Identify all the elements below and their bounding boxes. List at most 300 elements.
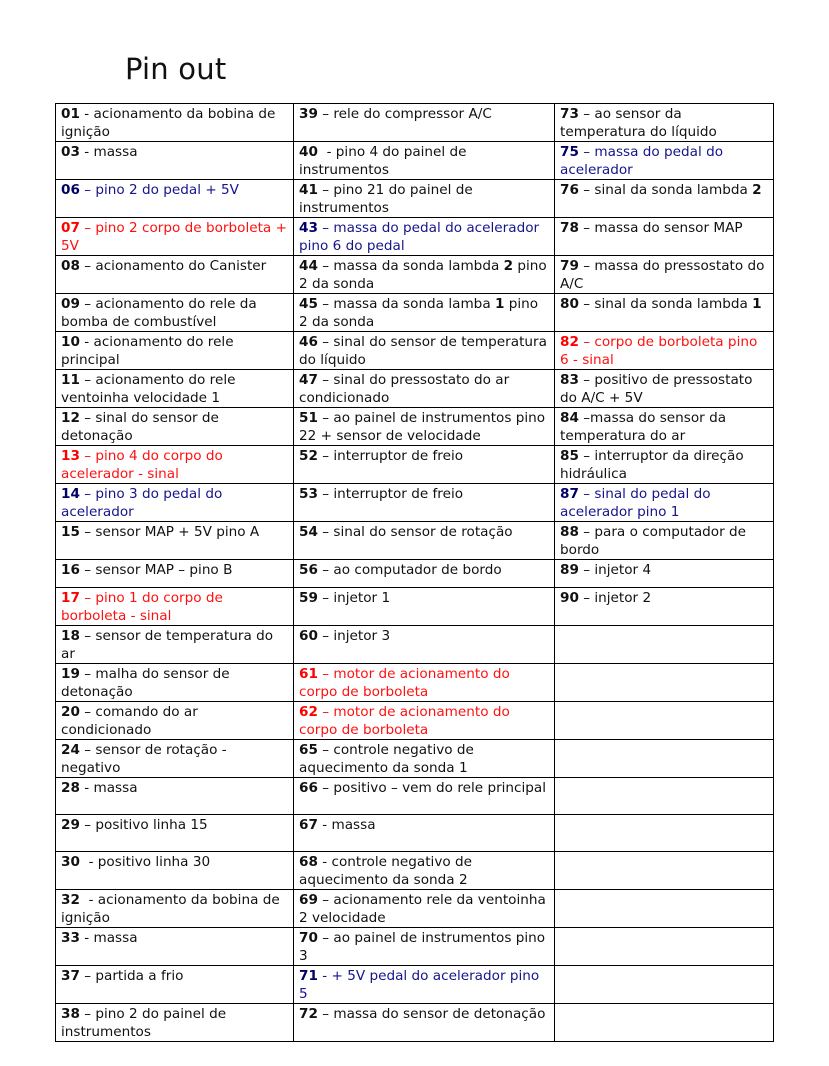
pin-separator: – [317,524,334,540]
pin-number: 67 [299,817,318,833]
table-row [56,484,774,522]
table-row [56,104,774,142]
pin-cell [555,332,774,370]
pin-separator: - [79,892,98,908]
pin-number: 52 [299,448,318,464]
pin-cell [56,370,294,408]
pin-number: 09 [61,296,80,312]
pin-cell [294,408,555,446]
pin-number: 89 [560,562,579,578]
table-row [56,522,774,560]
table-row [56,966,774,1004]
pin-number: 47 [299,372,318,388]
pin-description: pino 2 do pedal + 5V [95,182,239,198]
pin-cell [56,1004,294,1042]
pin-separator: – [317,182,334,198]
pin-cell [555,522,774,560]
pin-separator: – [317,448,334,464]
table-row [56,218,774,256]
pin-description: sensor de temperatura do ar [61,628,274,662]
pin-separator: – [317,106,334,122]
pin-separator: – [578,144,595,160]
pin-number: 60 [299,628,318,644]
pin-separator: – [317,372,334,388]
pin-description: partida a frio [95,968,184,984]
table-row [56,560,774,588]
pin-number: 90 [560,590,579,606]
pin-separator: – [79,704,96,720]
pin-cell [294,815,555,852]
pin-description: comando do ar condicionado [61,704,198,738]
pin-separator: – [317,704,334,720]
pin-cell [56,778,294,815]
pin-description: controle negativo de aquecimento da sonda 1 [299,742,474,776]
pin-cell [555,104,774,142]
empty-cell [555,702,774,740]
table-row [56,815,774,852]
pin-description: controle negativo de aquecimento da sonda 2 [299,854,473,888]
pin-description: ao painel de instrumentos pino 22 + sensor de velocidade [299,410,546,444]
pin-number: 78 [560,220,579,236]
pin-cell [555,588,774,626]
pin-cell [294,522,555,560]
pin-cell [56,180,294,218]
pin-number: 15 [61,524,80,540]
pin-description: pino 4 do painel de instrumentos [299,144,467,178]
pin-description: massa do sensor da temperatura do ar [560,410,727,444]
pin-description: injetor 3 [333,628,391,644]
pin-number: 85 [560,448,579,464]
pin-separator: – [79,742,96,758]
pin-number: 20 [61,704,80,720]
pin-cell [294,560,555,588]
pin-description: sensor de rotação - negativo [61,742,227,776]
pin-separator: – [79,666,96,682]
pin-number: 51 [299,410,318,426]
pin-cell [294,852,555,890]
pin-cell [294,1004,555,1042]
pin-number: 62 [299,704,318,720]
pin-cell [56,332,294,370]
pin-separator: – [578,182,595,198]
pin-number: 65 [299,742,318,758]
empty-cell [555,1004,774,1042]
pin-number: 19 [61,666,80,682]
table-row [56,626,774,664]
pin-description: sinal do sensor de rotação [333,524,513,540]
pin-number: 45 [299,296,318,312]
pin-description: motor de acionamento do corpo de borboleta [299,666,510,700]
pin-cell [56,928,294,966]
empty-cell [555,664,774,702]
pin-separator: – [578,334,595,350]
empty-cell [555,890,774,928]
pin-description: massa do pedal do acelerador [560,144,724,178]
pin-cell [555,370,774,408]
table-row [56,446,774,484]
pin-cell [555,218,774,256]
pin-cell [555,294,774,332]
pin-number: 29 [61,817,80,833]
pin-number: 53 [299,486,318,502]
pin-number: 76 [560,182,579,198]
empty-cell [555,852,774,890]
pin-description: positivo de pressostato do A/C + 5V [560,372,753,406]
pin-number: 38 [61,1006,80,1022]
empty-cell [555,740,774,778]
table-row [56,588,774,626]
pin-separator: - [79,334,94,350]
pin-cell [294,740,555,778]
pin-number: 56 [299,562,318,578]
pin-number: 80 [560,296,579,312]
pin-number: 39 [299,106,318,122]
pin-description: positivo – vem do rele principal [333,780,547,796]
pin-cell [294,142,555,180]
pin-description: acionamento do rele da bomba de combustível [61,296,257,330]
pin-description: massa do sensor MAP [594,220,743,236]
pin-cell [555,180,774,218]
pin-number: 72 [299,1006,318,1022]
pin-description: sensor MAP + 5V pino A [95,524,260,540]
pin-separator: – [317,590,334,606]
pin-description: acionamento da bobina de ignição [61,106,276,140]
pin-separator: – [578,258,595,274]
pin-separator: – [79,628,96,644]
pin-separator: – [578,524,595,540]
table-row [56,664,774,702]
pin-number: 61 [299,666,318,682]
pin-cell [56,484,294,522]
pin-cell [294,104,555,142]
pin-cell [294,294,555,332]
pin-description-bold: 1 [494,296,505,312]
pin-description: massa do sensor de detonação [333,1006,546,1022]
pin-cell [294,218,555,256]
pin-separator: – [317,930,334,946]
pin-description: pino 2 corpo de borboleta + 5V [61,220,287,254]
pin-separator: - [79,144,94,160]
pin-description: pino 1 do corpo de borboleta - sinal [61,590,223,624]
pin-description-bold: 1 [752,296,762,312]
pin-cell [555,142,774,180]
pin-separator: – [578,486,595,502]
pin-separator: – [317,486,334,502]
pin-separator: – [317,892,334,908]
pin-cell [555,446,774,484]
pin-separator: – [79,1006,96,1022]
table-row [56,370,774,408]
pin-number: 11 [61,372,80,388]
pin-description: para o computador de bordo [560,524,746,558]
pin-cell [294,370,555,408]
pin-cell [555,256,774,294]
pin-cell [56,702,294,740]
table-row [56,142,774,180]
pin-description: pino 4 do corpo do acelerador - sinal [61,448,223,482]
pin-number: 44 [299,258,318,274]
empty-cell [555,626,774,664]
pin-cell [56,740,294,778]
pin-separator: – [578,410,591,426]
pin-cell [56,218,294,256]
pin-separator: – [317,410,334,426]
pin-separator: – [317,780,334,796]
pin-separator: – [79,448,96,464]
pin-cell [56,966,294,1004]
pin-separator: – [317,666,334,682]
pin-separator: – [578,220,595,236]
pin-description: rele do compressor A/C [333,106,492,122]
pin-cell [294,446,555,484]
pin-number: 40 [299,144,318,160]
pin-description: sinal do sensor de detonação [61,410,219,444]
pin-separator: – [79,258,96,274]
pin-separator: – [79,590,96,606]
pin-number: 82 [560,334,579,350]
pin-separator: – [578,448,595,464]
pin-separator: – [578,562,595,578]
pin-number: 28 [61,780,80,796]
pin-number: 66 [299,780,318,796]
pin-separator: - [79,780,94,796]
table-row [56,180,774,218]
pin-number: 03 [61,144,80,160]
pin-description: massa [93,930,138,946]
pin-cell [56,588,294,626]
empty-cell [555,966,774,1004]
pin-separator: - [79,930,94,946]
pin-separator: – [317,258,334,274]
pin-description-bold: 2 [503,258,514,274]
pin-cell [294,484,555,522]
pin-number: 07 [61,220,80,236]
pin-number: 32 [61,892,80,908]
table-row [56,890,774,928]
pin-cell [294,890,555,928]
pin-description: sinal da sonda lambda [594,182,753,198]
pin-description: massa [93,780,138,796]
pin-number: 14 [61,486,80,502]
pin-cell [56,408,294,446]
pin-number: 75 [560,144,579,160]
pin-number: 68 [299,854,318,870]
pin-number: 46 [299,334,318,350]
table-row [56,778,774,815]
pin-cell [56,522,294,560]
pin-number: 87 [560,486,579,502]
empty-cell [555,778,774,815]
pin-separator: – [79,968,96,984]
empty-cell [555,928,774,966]
pin-number: 79 [560,258,579,274]
pin-description: malha do sensor de detonação [61,666,230,700]
pin-number: 41 [299,182,318,198]
pinout-table-body [56,104,774,1042]
page-title: Pin out [125,52,227,86]
table-row [56,852,774,890]
pin-separator: – [317,562,334,578]
pin-description: acionamento do Canister [95,258,267,274]
pin-number: 01 [61,106,80,122]
pin-cell [56,560,294,588]
table-row [56,294,774,332]
pin-description: positivo linha 30 [97,854,211,870]
pin-separator: – [317,1006,334,1022]
pin-number: 08 [61,258,80,274]
pin-cell [56,294,294,332]
table-row [56,702,774,740]
pin-separator: – [317,628,334,644]
table-row [56,332,774,370]
pin-number: 17 [61,590,80,606]
pin-description: + 5V pedal do acelerador pino 5 [299,968,540,1002]
pin-description: sinal da sonda lambda [594,296,753,312]
pin-description: acionamento do rele principal [61,334,234,368]
pin-description: massa do pressostato do A/C [560,258,765,292]
pin-separator: – [578,590,595,606]
pin-cell [294,588,555,626]
pin-number: 06 [61,182,80,198]
pin-number: 73 [560,106,579,122]
pin-number: 33 [61,930,80,946]
empty-cell [555,815,774,852]
pin-separator: – [79,410,96,426]
pin-description: positivo linha 15 [95,817,208,833]
pin-separator: – [79,524,96,540]
pin-number: 37 [61,968,80,984]
pin-description: sinal do sensor de temperatura do líquido [299,334,547,368]
pin-cell [56,890,294,928]
pin-number: 88 [560,524,579,540]
pin-cell [294,256,555,294]
pin-description: injetor 4 [594,562,652,578]
pin-separator: – [317,220,334,236]
pin-separator: – [79,220,96,236]
pin-separator: – [79,182,96,198]
pin-description: acionamento rele da ventoinha 2 velocidade [299,892,546,926]
pin-description: interruptor da direção hidráulica [560,448,744,482]
pin-description: sinal do pressostato do ar condicionado [299,372,510,406]
pin-description: sensor MAP – pino B [95,562,233,578]
table-row [56,408,774,446]
pin-number: 30 [61,854,80,870]
pin-separator: - [317,854,332,870]
pin-cell [294,928,555,966]
pin-number: 24 [61,742,80,758]
pin-cell [56,815,294,852]
table-row [56,1004,774,1042]
pin-description-continued: pino 2 da sonda [299,296,539,330]
table-row [56,928,774,966]
pin-cell [294,180,555,218]
pin-description: motor de acionamento do corpo de borboleta [299,704,510,738]
pin-description: pino 3 do pedal do acelerador [61,486,223,520]
pin-number: 59 [299,590,318,606]
pin-cell [555,484,774,522]
table-row [56,256,774,294]
pin-separator: – [79,562,96,578]
pin-separator: - [317,968,332,984]
pin-number: 83 [560,372,579,388]
pin-description-continued: pino 2 da sonda [299,258,547,292]
pin-cell [555,408,774,446]
pin-description: ao painel de instrumentos pino 3 [299,930,546,964]
pin-cell [294,332,555,370]
pin-number: 43 [299,220,318,236]
pin-cell [294,664,555,702]
pin-separator: – [79,486,96,502]
pin-cell [294,702,555,740]
pin-separator: - [79,854,98,870]
pin-description: sinal do pedal do acelerador pino 1 [560,486,711,520]
pin-separator: – [79,817,96,833]
pin-description: ao computador de bordo [333,562,502,578]
pin-cell [294,626,555,664]
pin-separator: - [317,817,332,833]
pin-cell [56,446,294,484]
pin-description: injetor 1 [333,590,391,606]
pin-description: pino 2 do painel de instrumentos [61,1006,227,1040]
pin-number: 70 [299,930,318,946]
pin-separator: – [578,372,595,388]
pin-number: 71 [299,968,318,984]
pin-separator: - [317,144,336,160]
pin-cell [56,852,294,890]
pin-cell [56,664,294,702]
pinout-table [55,103,774,1042]
pin-separator: – [317,296,334,312]
pin-description: acionamento da bobina de ignição [61,892,280,926]
pin-description: corpo de borboleta pino 6 - sinal [560,334,758,368]
pin-description: massa [331,817,376,833]
pin-separator: – [317,742,334,758]
pin-number: 13 [61,448,80,464]
pin-cell [294,966,555,1004]
pin-cell [294,778,555,815]
pin-description: interruptor de freio [333,448,464,464]
pin-description: injetor 2 [594,590,652,606]
pin-description: massa [93,144,138,160]
pin-number: 84 [560,410,579,426]
pin-cell [56,104,294,142]
pin-number: 16 [61,562,80,578]
pin-separator: – [79,372,96,388]
pin-number: 69 [299,892,318,908]
pin-number: 12 [61,410,80,426]
pin-cell [56,626,294,664]
pin-number: 10 [61,334,80,350]
pin-description: massa da sonda lambda [333,258,504,274]
pin-description: acionamento do rele ventoinha velocidade 1 [61,372,236,406]
pin-separator: – [317,334,334,350]
pin-separator: - [79,106,94,122]
pin-description: massa da sonda lamba [333,296,495,312]
pin-number: 54 [299,524,318,540]
pin-number: 18 [61,628,80,644]
pin-description: pino 21 do painel de instrumentos [299,182,473,216]
pin-cell [56,256,294,294]
table-row [56,740,774,778]
pin-description: ao sensor da temperatura do líquido [560,106,717,140]
pin-cell [555,560,774,588]
pin-separator: – [79,296,96,312]
pin-description-bold: 2 [752,182,762,198]
pin-description: massa do pedal do acelerador pino 6 do pedal [299,220,540,254]
pin-separator: – [578,106,595,122]
pin-description: interruptor de freio [333,486,464,502]
pin-separator: – [578,296,595,312]
